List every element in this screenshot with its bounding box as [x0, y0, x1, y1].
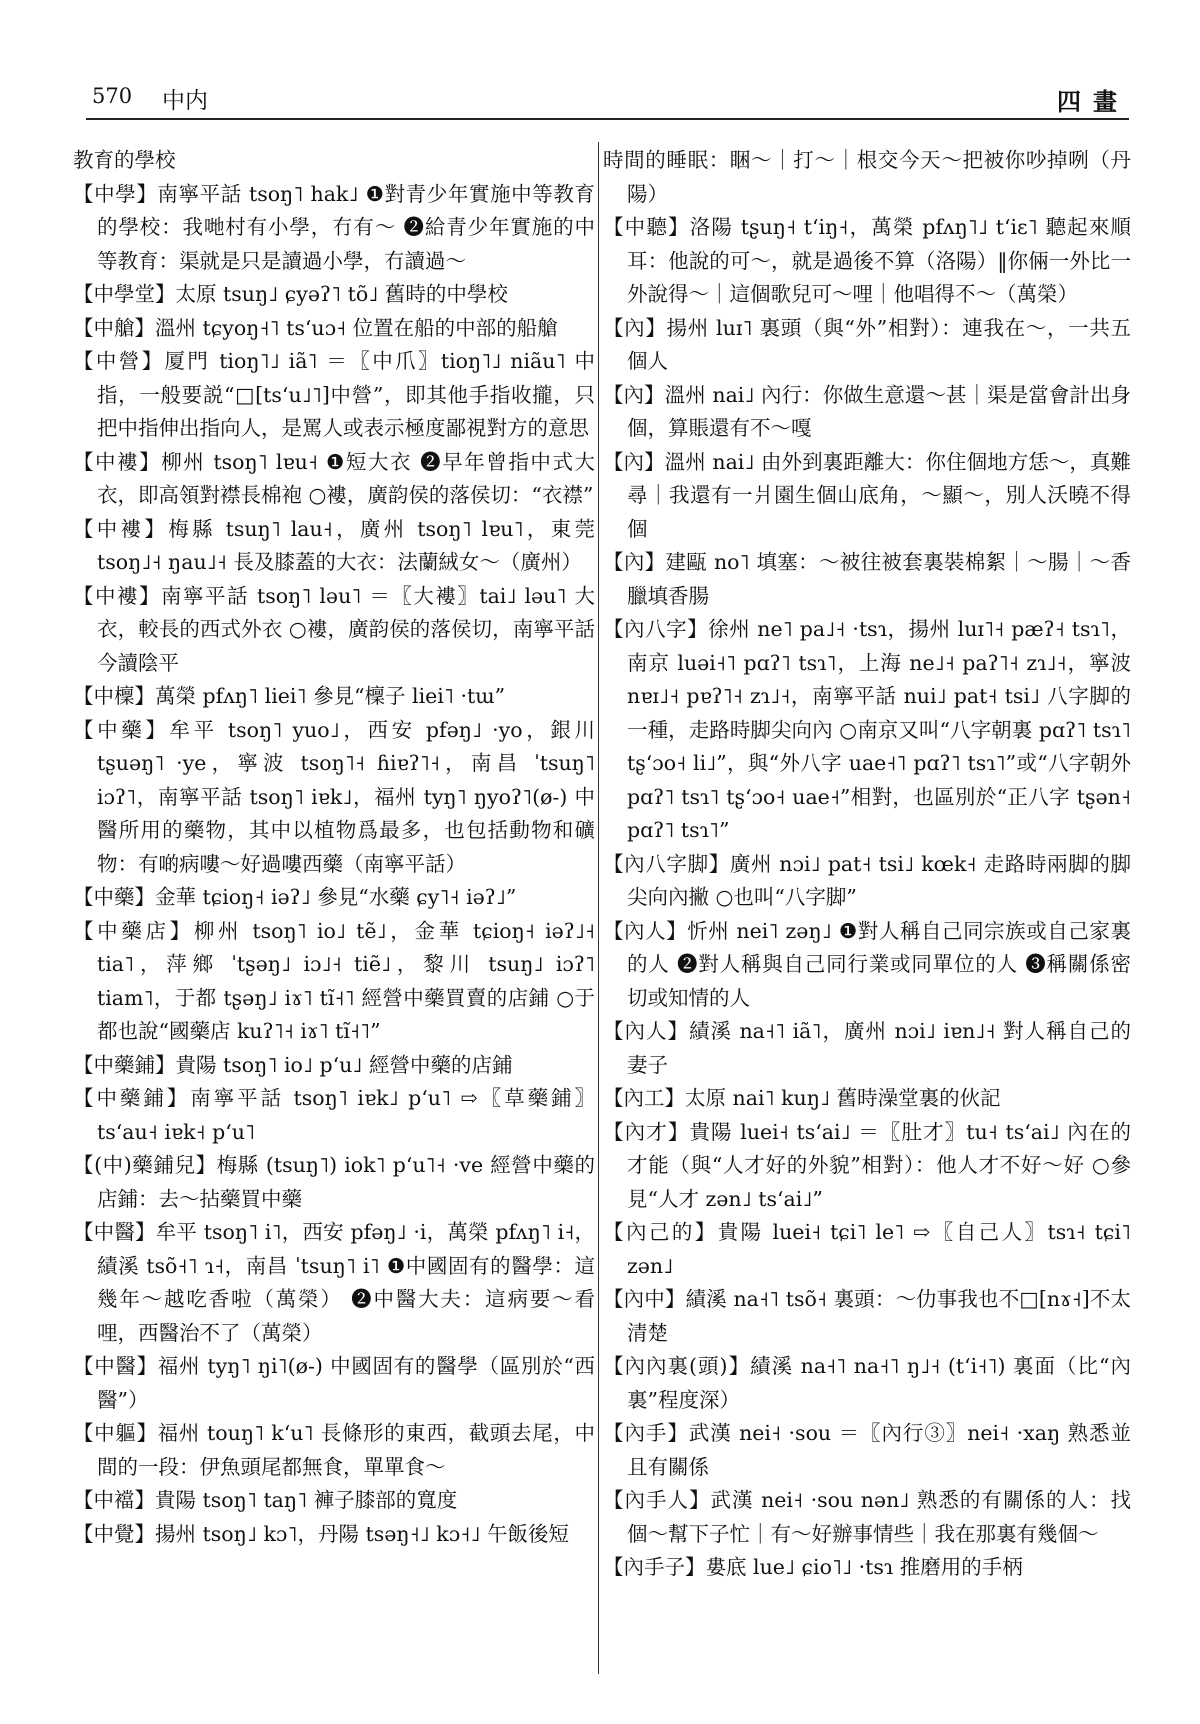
dictionary-entry: 【中檁】萬榮 pfʌŋ˥ liei˥ 參見“檁子 liei˥ ·tɯ”: [73, 684, 506, 708]
dictionary-entry: 【內】揚州 luɪ˥ 裏頭（與“外”相對）：連我在～，一共五個人: [603, 315, 1131, 373]
dictionary-entry: 【內人】績溪 na˧˥ iã˥，廣州 nɔi˩ iɐn˩˧ 對人稱自己的妻子: [603, 1019, 1131, 1077]
dictionary-entry: 【中藥鋪】貴陽 tsoŋ˥ io˩ pʻu˩ 經營中藥的店鋪: [73, 1052, 513, 1077]
left-column: [73, 144, 595, 1551]
dictionary-entry: 【內工】太原 nai˥ kuŋ˩ 舊時澡堂裏的伙記: [603, 1086, 1001, 1110]
dictionary-entry: 【內中】績溪 na˧˥ tsõ˧ 裏頭：～仂事我也不□[nɤ˧]不太清楚: [603, 1287, 1131, 1345]
dictionary-entry: 【中覺】揚州 tsoŋ˩ kɔ˥，丹陽 tsəŋ˧˩ kɔ˧˩ 午飯後短: [73, 1521, 569, 1546]
dictionary-entry: 【內手人】武漢 nei˧ ·sou nən˩ 熟悉的有關係的人：找個～幫下子忙｜有～好辦事情些｜我在那裏有幾個～: [603, 1488, 1131, 1546]
dictionary-entry: 【中藥店】柳州 tsoŋ˥ io˩ tẽ˩，金華 tɕioŋ˧ iəʔ˩˧ tia˥，萍鄉 ˈtʂəŋ˩ iɔ˩˧ tiẽ˩，黎川 tsuŋ˩ iɔʔ˥ tiam˥，于都 tʂəŋ˩ iɤ˥ tĩ˧˥ 經營中藥買賣的店鋪 ○于都也說“國藥店 kuʔ˥˧ iɤ˥ tĩ˧˥”: [73, 918, 595, 1043]
dictionary-entry: 【內】建甌 no˥ 填塞：～被往被套裏裝棉絮｜～腸｜～香臘填香腸: [603, 550, 1131, 608]
dictionary-entry: 【內】溫州 nai˩ 由外到裏距離大：你住個地方恁～，真難尋｜我還有一爿園生個山底角，～顯～，別人沃曉不得個: [603, 449, 1131, 541]
page-header: [92, 78, 1129, 118]
dictionary-entry: 【內八字】徐州 ne˥ pa˩˧ ·tsɿ，揚州 luɪ˥˧ pæʔ˧ tsɿ˥，南京 luəi˧˥ pɑʔ˥ tsɿ˥，上海 ne˩˧ paʔ˥˧ zɿ˩˧，寧波 nɐɪ˩˧ pɐʔ˥˧ zɿ˩˧，南寧平話 nui˩ pat˧ tsi˩ 八字脚的一種，走路時脚尖向內 ○南京又叫“八字朝裏 pɑʔ˥ tsɿ˥ tʂʻɔo˧ li˩”，與“外八字 uae˧˥ pɑʔ˥ tsɿ˥”或“八字朝外 pɑʔ˥ tsɿ˥ tʂʻɔo˧ uae˧”相對，也區別於“正八字 tʂən˧ pɑʔ˥ tsɿ˥”: [603, 617, 1131, 842]
dictionary-entry: 時間的睡眠：睏～｜打～｜根交今天～把被你吵掉咧（丹陽）: [603, 148, 1131, 206]
dictionary-entry: 【內人】忻州 nei˥ zəŋ˩ ❶對人稱自己同宗族或自己家裏的人 ❷對人稱與自己同行業或同單位的人 ❸稱關係密切或知情的人: [603, 918, 1131, 1010]
dictionary-entry: 【中聽】洛陽 tʂuŋ˧ tʻiŋ˧，萬榮 pfʌŋ˥˩ tʻiɛ˥ 聽起來順耳：他說的可～，就是過後不算（洛陽）‖你倆一外比一外說得～｜這個歌兒可～哩｜他唱得不～（萬榮）: [603, 215, 1131, 306]
column-divider: [598, 142, 599, 1674]
dictionary-entry: 教育的學校: [73, 148, 176, 172]
dictionary-entry: 【中學堂】太原 tsuŋ˩ ɕyəʔ˥ tõ˩ 舊時的中學校: [73, 282, 508, 306]
dictionary-entry: 【內才】貴陽 luei˧ tsʻai˩ ＝〖肚才〗tu˧ tsʻai˩ 內在的才能（與“人才好的外貌”相對）：他人才不好～好 ○參見“人才 zən˩ tsʻai˩”: [603, 1119, 1131, 1211]
dictionary-entry: 【內】溫州 nai˩ 內行：你做生意還～甚｜渠是當會計出身個，算賬還有不～嘎: [603, 382, 1131, 440]
dictionary-entry: 【中藥鋪】南寧平話 tsoŋ˥ iɐk˩ pʻu˥ ⇨〖草藥鋪〗tsʻau˧ iɐk˧ pʻu˥: [73, 1086, 595, 1144]
dictionary-entry: 【內己的】貴陽 luei˧ tɕi˥ le˥ ⇨〖自己人〗tsɿ˧ tɕi˥ zən˩: [603, 1220, 1131, 1278]
dictionary-entry: 【中學】南寧平話 tsoŋ˥ hak˩ ❶對青少年實施中等教育的學校：我哋村有小學，冇有～ ❷給青少年實施的中等教育：渠就是只是讀過小學，冇讀過～: [73, 181, 595, 273]
page-head-characters: 中内: [162, 88, 208, 114]
dictionary-entry: 【中褸】梅縣 tsuŋ˥ lau˧，廣州 tsoŋ˥ lɐu˥，東莞 tsoŋ˩˧ ŋau˩˧ 長及膝蓋的大衣：法蘭絨女～（廣州）: [73, 516, 595, 574]
dictionary-entry: 【中艙】溫州 tɕyoŋ˧˥ tsʻuɔ˧ 位置在船的中部的船艙: [73, 315, 558, 340]
dictionary-entry: 【中褸】南寧平話 tsoŋ˥ ləu˥ ＝〖大褸〗tai˩ ləu˥ 大衣，較長的西式外衣 ○褸，廣韵侯的落侯切，南寧平話今讀陰平: [73, 583, 595, 675]
dictionary-entry: 【內手】武漢 nei˧ ·sou ＝〖內行③〗nei˧ ·xaŋ 熟悉並且有關係: [603, 1421, 1131, 1479]
dictionary-entry: 【內手子】婁底 lue˩ ɕio˥˩ ·tsɿ 推磨用的手柄: [603, 1555, 1023, 1579]
dictionary-entry: 【(中)藥鋪兒】梅縣 (tsuŋ˥) iok˥ pʻu˥˧ ·ve 經營中藥的店鋪：去～拈藥買中藥: [73, 1153, 595, 1211]
dictionary-entry: 【內八字脚】廣州 nɔi˩ pat˧ tsi˩ kœk˧ 走路時兩脚的脚尖向內撇 ○也叫“八字脚”: [603, 851, 1131, 909]
dictionary-entry: 【中營】厦門 tioŋ˥˩ iã˥ ＝〖中爪〗tioŋ˥˩ niãu˥ 中指，一般要説“□[tsʻu˩˥]中營”，即其他手指收攏，只把中指伸出指向人，是罵人或表示極度鄙視對方的意思: [73, 349, 595, 440]
section-title: 四畫: [1057, 87, 1129, 116]
right-column: [603, 144, 1131, 1585]
dictionary-entry: 【中褸】柳州 tsoŋ˥ lɐu˧ ❶短大衣 ❷早年曾指中式大衣，即高領對襟長棉袍 ○褸，廣韵侯的落侯切：“衣襟”: [73, 449, 595, 507]
dictionary-entry: 【中醫】福州 tyŋ˥ ŋi˥(ø-) 中國固有的醫學（區別於“西醫”）: [73, 1354, 595, 1412]
page-number: 570: [92, 84, 133, 108]
dictionary-entry: 【中藥】金華 tɕioŋ˧ iəʔ˩ 參見“水藥 ɕy˥˧ iəʔ˩”: [73, 885, 517, 909]
header-rule: [86, 118, 1129, 120]
dictionary-entry: 【中醫】牟平 tsoŋ˥ i˥，西安 pfəŋ˩ ·i，萬榮 pfʌŋ˥ i˧，績溪 tsõ˧˥ ɿ˧，南昌 ˈtsuŋ˥ i˥ ❶中國固有的醫學：這幾年～越吃香啦（萬榮） ❷中醫大夫：這病要～看哩，西醫治不了（萬榮）: [73, 1220, 595, 1345]
dictionary-entry: 【中襠】貴陽 tsoŋ˥ taŋ˥ 褲子膝部的寬度: [73, 1488, 458, 1512]
dictionary-entry: 【內內裏(頭)】績溪 na˧˥ na˧˥ ŋ˩˧ (tʻi˧˥) 裏面（比“內裏”程度深）: [603, 1354, 1131, 1412]
dictionary-entry: 【中軀】福州 touŋ˥ kʻu˥ 長條形的東西，截頭去尾，中間的一段：伊魚頭尾都無食，單單食～: [73, 1421, 595, 1479]
dictionary-entry: 【中藥】牟平 tsoŋ˥ yuo˩，西安 pfəŋ˩ ·yo，銀川 tʂuəŋ˥ ·ye，寧波 tsoŋ˥˧ ɦiɐʔ˥˧，南昌 ˈtsuŋ˥ iɔʔ˥，南寧平話 tsoŋ˥ iɐk˩，福州 tyŋ˥ ŋyoʔ˥(ø-) 中醫所用的藥物，其中以植物爲最多，也包括動物和礦物：有啲病嘍～好過嘍西藥（南寧平話）: [73, 717, 595, 876]
